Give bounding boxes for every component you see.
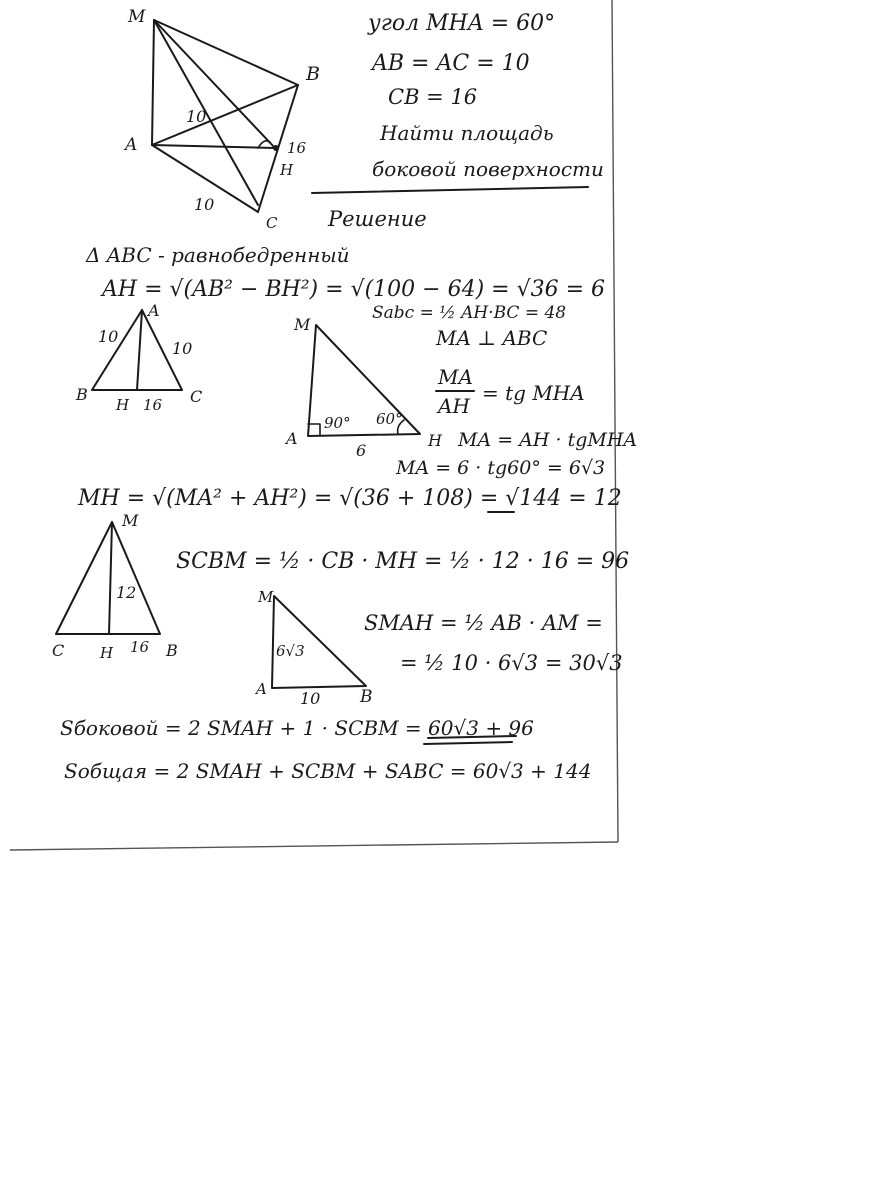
step-s-total: Sобщая = 2 SMAH + SCBM + SABC = 60√3 + 144: [64, 759, 592, 783]
step-s-abc: Sabc = ½ AH·BC = 48: [372, 303, 567, 323]
tri-abc-h: H: [116, 396, 130, 414]
pyramid-drawing: [123, 7, 320, 232]
step-perp: MA ⊥ ABC: [436, 326, 548, 350]
svg-text:= tg MHA: = tg MHA: [482, 381, 585, 405]
tri-mah-base: 6: [356, 441, 367, 460]
answer-underline-2: [424, 742, 512, 744]
pyramid-label-b: B: [306, 63, 320, 85]
tri-abc-c: C: [190, 387, 203, 406]
tri-abc-base: 16: [143, 396, 163, 414]
given-ab-ac: AB = AC = 10: [372, 51, 530, 76]
given-angle: угол MHA = 60°: [368, 11, 556, 36]
tri-cbm-m: M: [122, 511, 139, 530]
step-ratio-text: MA / AH = tg MHA: [0, 0, 9, 1]
step-isosceles: Δ ABC - равнобедренный: [86, 243, 350, 267]
pyramid-edge-cb: 16: [287, 139, 307, 157]
task-line-1: Найти площадь: [380, 121, 554, 145]
tri-cbm-h: H: [100, 644, 114, 662]
tri-mah-right-angle: 90°: [324, 414, 351, 432]
step-s-cbm: SCBM = ½ · CB · MH = ½ · 12 · 16 = 96: [176, 549, 630, 574]
tri-cbm-height: 12: [116, 583, 137, 602]
tri-mab-a: A: [256, 680, 267, 698]
tri-mah-a: A: [286, 429, 298, 448]
step-s-mah-2: = ½ 10 · 6√3 = 30√3: [400, 651, 623, 675]
tri-abc-right: 10: [172, 339, 193, 358]
tri-cbm-base: 16: [130, 638, 150, 656]
tri-mab-height: 6√3: [276, 642, 305, 660]
pyramid-label-c: C: [266, 214, 278, 232]
step-s-mah-1: SMAH = ½ AB · AM =: [364, 611, 603, 635]
pyramid-label-a: A: [125, 135, 138, 155]
svg-text:AH: AH: [438, 394, 470, 418]
triangle-mah: [284, 315, 443, 460]
solution-title: Решение: [328, 207, 427, 231]
step-ma-value: MA = 6 · tg60° = 6√3: [396, 457, 606, 479]
pyramid-edge-ab: 10: [186, 107, 207, 126]
svg-text:MA: MA: [438, 365, 473, 389]
pyramid-label-h: H: [280, 161, 294, 179]
given-block: [312, 11, 604, 231]
tri-cbm-b: B: [166, 641, 178, 660]
triangle-cbm: [52, 511, 178, 662]
pyramid-edge-ac: 10: [194, 195, 215, 214]
tri-mab-m: M: [258, 588, 274, 606]
tri-mah-angle: 60°: [376, 410, 403, 428]
given-cb: CB = 16: [388, 85, 478, 109]
tri-abc-b: B: [76, 385, 88, 404]
given-separator: [312, 187, 588, 193]
tri-mab-base: 10: [300, 689, 321, 708]
paper-right-edge: [612, 0, 618, 842]
paper-bottom-edge: [10, 842, 618, 850]
tri-mab-b: B: [360, 687, 373, 707]
step-ma-formula: MA = AH · tgMHA: [458, 429, 638, 451]
tri-mah-m: M: [294, 315, 311, 334]
tri-abc-a: A: [148, 301, 160, 320]
pyramid-label-m: M: [128, 7, 146, 27]
step-ah: AH = √(AB² − BH²) = √(100 − 64) = √36 = 6: [102, 277, 606, 302]
tri-mah-h: H: [428, 431, 442, 450]
tri-cbm-c: C: [52, 641, 65, 660]
step-mh: MH = √(MA² + AH²) = √(36 + 108) = √144 = 12: [78, 486, 622, 511]
step-s-lateral: Sбоковой = 2 SMAH + 1 · SCBM = 60√3 + 96: [60, 716, 534, 740]
task-line-2: боковой поверхности: [372, 157, 604, 181]
triangle-mab: [254, 588, 373, 708]
triangle-abc: [75, 301, 202, 414]
tri-abc-left: 10: [98, 327, 119, 346]
